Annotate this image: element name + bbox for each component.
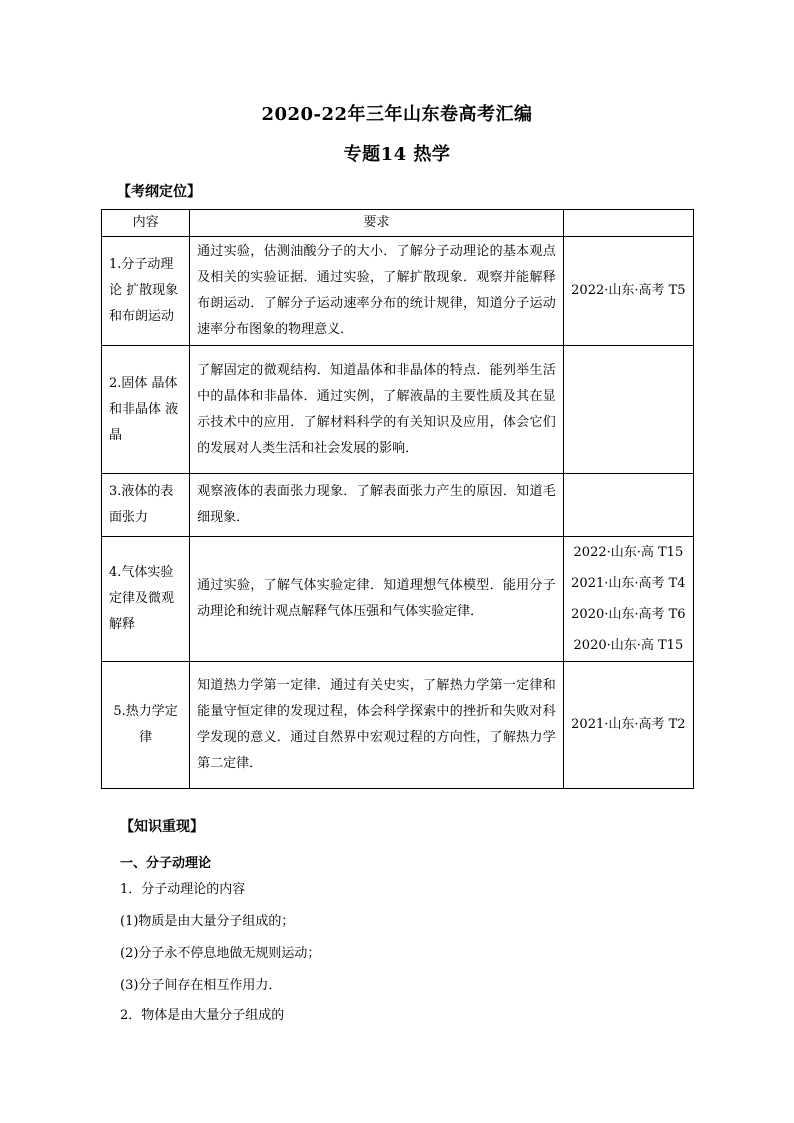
table-row [102,662,694,789]
row-exam-cell [563,346,693,474]
exam-reference: 2020·山东·高考 T6 [571,607,686,622]
table-row [102,474,694,537]
knowledge-line: 2．物体是由大量分子组成的 [120,1008,285,1023]
row-content-cell: 5.热力学定律 [102,662,190,789]
table-header-row [102,210,694,237]
exam-reference: 2021·山东·高考 T2 [571,717,686,732]
row-content-cell: 1.分子动理论 扩散现象和布朗运动 [102,237,190,346]
row-exam-cell [563,237,693,346]
column-header-exam [563,210,693,237]
knowledge-line: (1)物质是由大量分子组成的； [120,914,295,929]
column-header-content: 内容 [102,210,190,237]
knowledge-line: 1．分子动理论的内容 [120,882,246,897]
row-requirement-cell: 通过实验，估测油酸分子的大小．了解分子动理论的基本观点及相关的实验证据．通过实验，了解扩散现象．观察并能解释布朗运动．了解分子运动速率分布的统计规律，知道分子运动速率分布图象的物理意义． [190,237,564,346]
row-requirement-cell: 了解固定的微观结构．知道晶体和非晶体的特点．能列举生活中的晶体和非晶体．通过实例，了解液晶的主要性质及其在显示技术中的应用．了解材料科学的有关知识及应用，体会它们的发展对人类生活和社会发展的影响． [190,346,564,474]
row-content-cell: 2.固体 晶体和非晶体 液晶 [102,346,190,474]
document-title: 2020-22年三年山东卷高考汇编 [261,104,533,125]
row-exam-cell [563,537,693,662]
document-subtitle: 专题14 热学 [343,144,451,165]
row-requirement-cell: 知道热力学第一定律．通过有关史实，了解热力学第一定律和能量守恒定律的发现过程，体会科学探索中的挫折和失败对科学发现的意义．通过自然界中宏观过程的方向性，了解热力学第二定律． [190,662,564,789]
knowledge-line: (2)分子永不停息地做无规则运动； [120,946,321,961]
row-content-cell: 3.液体的表面张力 [102,474,190,537]
exam-reference: 2022·山东·高考 T5 [571,283,686,298]
exam-reference: 2021·山东·高考 T4 [571,576,686,591]
column-header-requirement: 要求 [190,210,564,237]
row-exam-cell [563,474,693,537]
table-row [102,237,694,346]
row-requirement-cell: 通过实验，了解气体实验定律．知道理想气体模型．能用分子动理论和统计观点解释气体压强和气体实验定律． [190,537,564,662]
knowledge-section-label: 【知识重现】 [120,819,204,835]
syllabus-section-label: 【考纲定位】 [117,184,201,200]
table-row [102,346,694,474]
exam-reference: 2020·山东·高 T15 [573,638,684,653]
table-row [102,537,694,662]
knowledge-line: (3)分子间存在相互作用力． [120,978,282,993]
row-content-cell: 4.气体实验定律及微观解释 [102,537,190,662]
row-requirement-cell: 观察液体的表面张力现象．了解表面张力产生的原因．知道毛细现象． [190,474,564,537]
row-exam-cell [563,662,693,789]
exam-reference: 2022·山东·高 T15 [573,545,684,560]
syllabus-table [101,209,694,789]
knowledge-subheading: 一、分子动理论 [120,856,212,871]
